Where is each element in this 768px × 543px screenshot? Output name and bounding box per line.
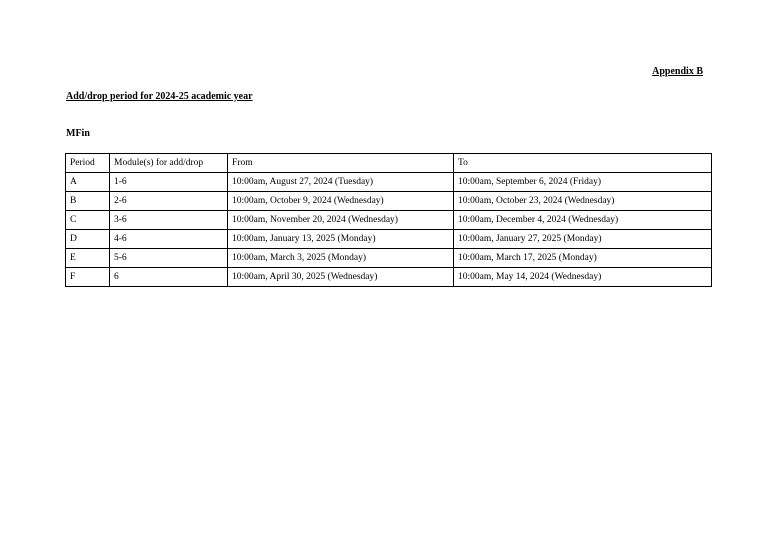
table-row (66, 192, 712, 211)
table-row (66, 230, 712, 249)
cell-modules: 2-6 (110, 192, 228, 211)
cell-modules: 5-6 (110, 249, 228, 268)
cell-modules: 4-6 (110, 230, 228, 249)
table-row (66, 211, 712, 230)
cell-from: 10:00am, October 9, 2024 (Wednesday) (228, 192, 454, 211)
cell-period: B (66, 192, 110, 211)
cell-to: 10:00am, September 6, 2024 (Friday) (454, 173, 712, 192)
program-name: MFin (66, 128, 90, 139)
header-from: From (228, 154, 454, 173)
cell-period: D (66, 230, 110, 249)
cell-to: 10:00am, October 23, 2024 (Wednesday) (454, 192, 712, 211)
cell-from: 10:00am, March 3, 2025 (Monday) (228, 249, 454, 268)
header-to: To (454, 154, 712, 173)
cell-modules: 1-6 (110, 173, 228, 192)
cell-period: F (66, 268, 110, 287)
cell-from: 10:00am, August 27, 2024 (Tuesday) (228, 173, 454, 192)
document-heading: Add/drop period for 2024-25 academic year (66, 91, 253, 102)
table-header-row (66, 154, 712, 173)
cell-period: A (66, 173, 110, 192)
cell-to: 10:00am, March 17, 2025 (Monday) (454, 249, 712, 268)
cell-to: 10:00am, May 14, 2024 (Wednesday) (454, 268, 712, 287)
table-row (66, 173, 712, 192)
header-period: Period (66, 154, 110, 173)
header-modules: Module(s) for add/drop (110, 154, 228, 173)
cell-from: 10:00am, November 20, 2024 (Wednesday) (228, 211, 454, 230)
appendix-label: Appendix B (652, 66, 703, 77)
table-row (66, 249, 712, 268)
cell-to: 10:00am, January 27, 2025 (Monday) (454, 230, 712, 249)
add-drop-schedule-table (65, 153, 712, 287)
cell-to: 10:00am, December 4, 2024 (Wednesday) (454, 211, 712, 230)
cell-period: E (66, 249, 110, 268)
cell-modules: 3-6 (110, 211, 228, 230)
cell-from: 10:00am, January 13, 2025 (Monday) (228, 230, 454, 249)
table-row (66, 268, 712, 287)
cell-from: 10:00am, April 30, 2025 (Wednesday) (228, 268, 454, 287)
cell-modules: 6 (110, 268, 228, 287)
cell-period: C (66, 211, 110, 230)
